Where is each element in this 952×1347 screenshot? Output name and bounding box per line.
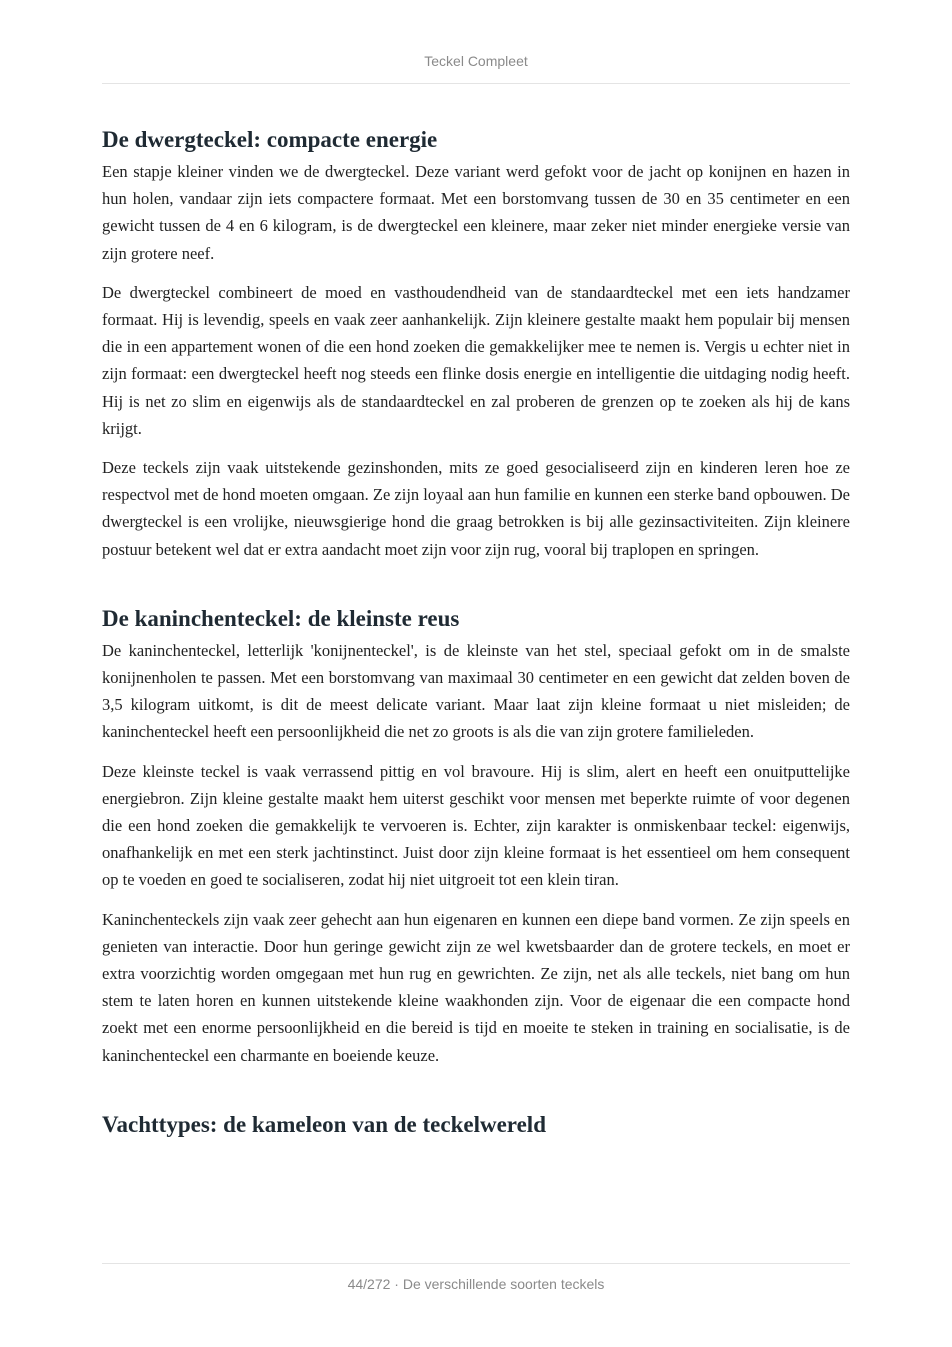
section-vachttypes — [102, 1109, 850, 1141]
paragraph: De dwergteckel combineert de moed en vasthoudendheid van de standaardteckel met een iets handzamer formaat. Hij is levendig, speels en vaak zeer aanhankelijk. Zijn kleinere gestalte maakt hem populair bij mensen die in een appartement wonen of die een hond zoeken die gemakkelijker mee te nemen is. Vergis u echter niet in zijn formaat: een dwergteckel heeft nog steeds een flinke dosis energie en intelligentie die uitdaging nodig heeft. Hij is net zo slim en eigenwijs als de standaardteckel en zal proberen de grenzen op te zoeken als hij de kans krijgt. — [102, 282, 850, 438]
paragraph: Een stapje kleiner vinden we de dwergteckel. Deze variant werd gefokt voor de jacht op konijnen en hazen in hun holen, vandaar zijn iets compactere formaat. Met een borstomvang tussen de 30 en 35 centimeter en een gewicht tussen de 4 en 6 kilogram, is de dwergteckel een kleinere, maar zeker niet minder energieke versie van zijn grotere neef. — [102, 162, 850, 263]
section-heading: De kaninchenteckel: de kleinste reus — [102, 605, 460, 631]
book-title: Teckel Compleet — [424, 53, 528, 69]
running-footer — [102, 1276, 850, 1292]
section-heading: De dwergteckel: compacte energie — [102, 127, 438, 152]
section-heading: Vachttypes: de kameleon van de teckelwereld — [102, 1111, 546, 1137]
page-number: 44/272 — [347, 1276, 391, 1292]
paragraph: Deze teckels zijn vaak uitstekende gezinshonden, mits ze goed gesocialiseerd zijn en kinderen leren hoe ze respectvol met de hond moeten omgaan. Ze zijn loyaal aan hun familie en kunnen een sterke band opbouwen. De dwergteckel is een vrolijke, nieuwsgierige hond die graag betrokken is bij alle gezinsactiviteiten. Zijn kleinere postuur betekent wel dat er extra aandacht moet zijn voor zijn rug, vooral bij traplopen en springen. — [102, 458, 850, 559]
footer-separator: · — [394, 1276, 399, 1292]
section-dwergteckel — [102, 124, 850, 563]
header-divider — [102, 83, 850, 84]
footer-divider — [102, 1263, 850, 1264]
paragraph: Deze kleinste teckel is vaak verrassend pittig en vol bravoure. Hij is slim, alert en heeft een onuitputtelijke energiebron. Zijn kleine gestalte maakt hem uiterst geschikt voor mensen met beperkte ruimte of voor degenen die een hond zoeken die gemakkelijk te vervoeren is. Echter, zijn karakter is onmiskenbaar teckel: eigenwijs, onafhankelijk en met een sterk jachtinstinct. Juist door zijn kleine formaat is het essentieel om hem consequent op te voeden en goed te socialiseren, zodat hij niet uitgroeit tot een klein tiran. — [102, 761, 850, 890]
paragraph: De kaninchenteckel, letterlijk 'konijnenteckel', is de kleinste van het stel, speciaal gefokt om in de smalste konijnenholen te passen. Met een borstomvang van maximaal 30 centimeter en een gewicht dat zelden boven de 3,5 kilogram uitkomt, is dit de meest delicate variant. Maar laat zijn kleine formaat u niet misleiden; de kaninchenteckel heeft een persoonlijkheid die net zo groots is als die van zijn grotere familieleden. — [102, 640, 850, 742]
paragraph: Kaninchenteckels zijn vaak zeer gehecht aan hun eigenaren en kunnen een diepe band vormen. Ze zijn speels en genieten van interactie. Door hun geringe gewicht zijn ze wel kwetsbaarder dan de grotere teckels, en moet er extra voorzichtig worden omgegaan met hun rug en gewrichten. Ze zijn, net als alle teckels, niet bang om hun stem te laten horen en kunnen uitstekende kleine waakhonden zijn. Voor de eigenaar die een compacte hond zoekt met een enorme persoonlijkheid en die bereid is tijd en moeite te steken in training en socialisatie, is de kaninchenteckel een charmante en boeiende keuze. — [102, 909, 850, 1065]
running-header — [102, 53, 850, 69]
page-content — [102, 120, 850, 1143]
chapter-title: De verschillende soorten teckels — [402, 1276, 605, 1292]
section-kaninchenteckel — [102, 603, 850, 1069]
